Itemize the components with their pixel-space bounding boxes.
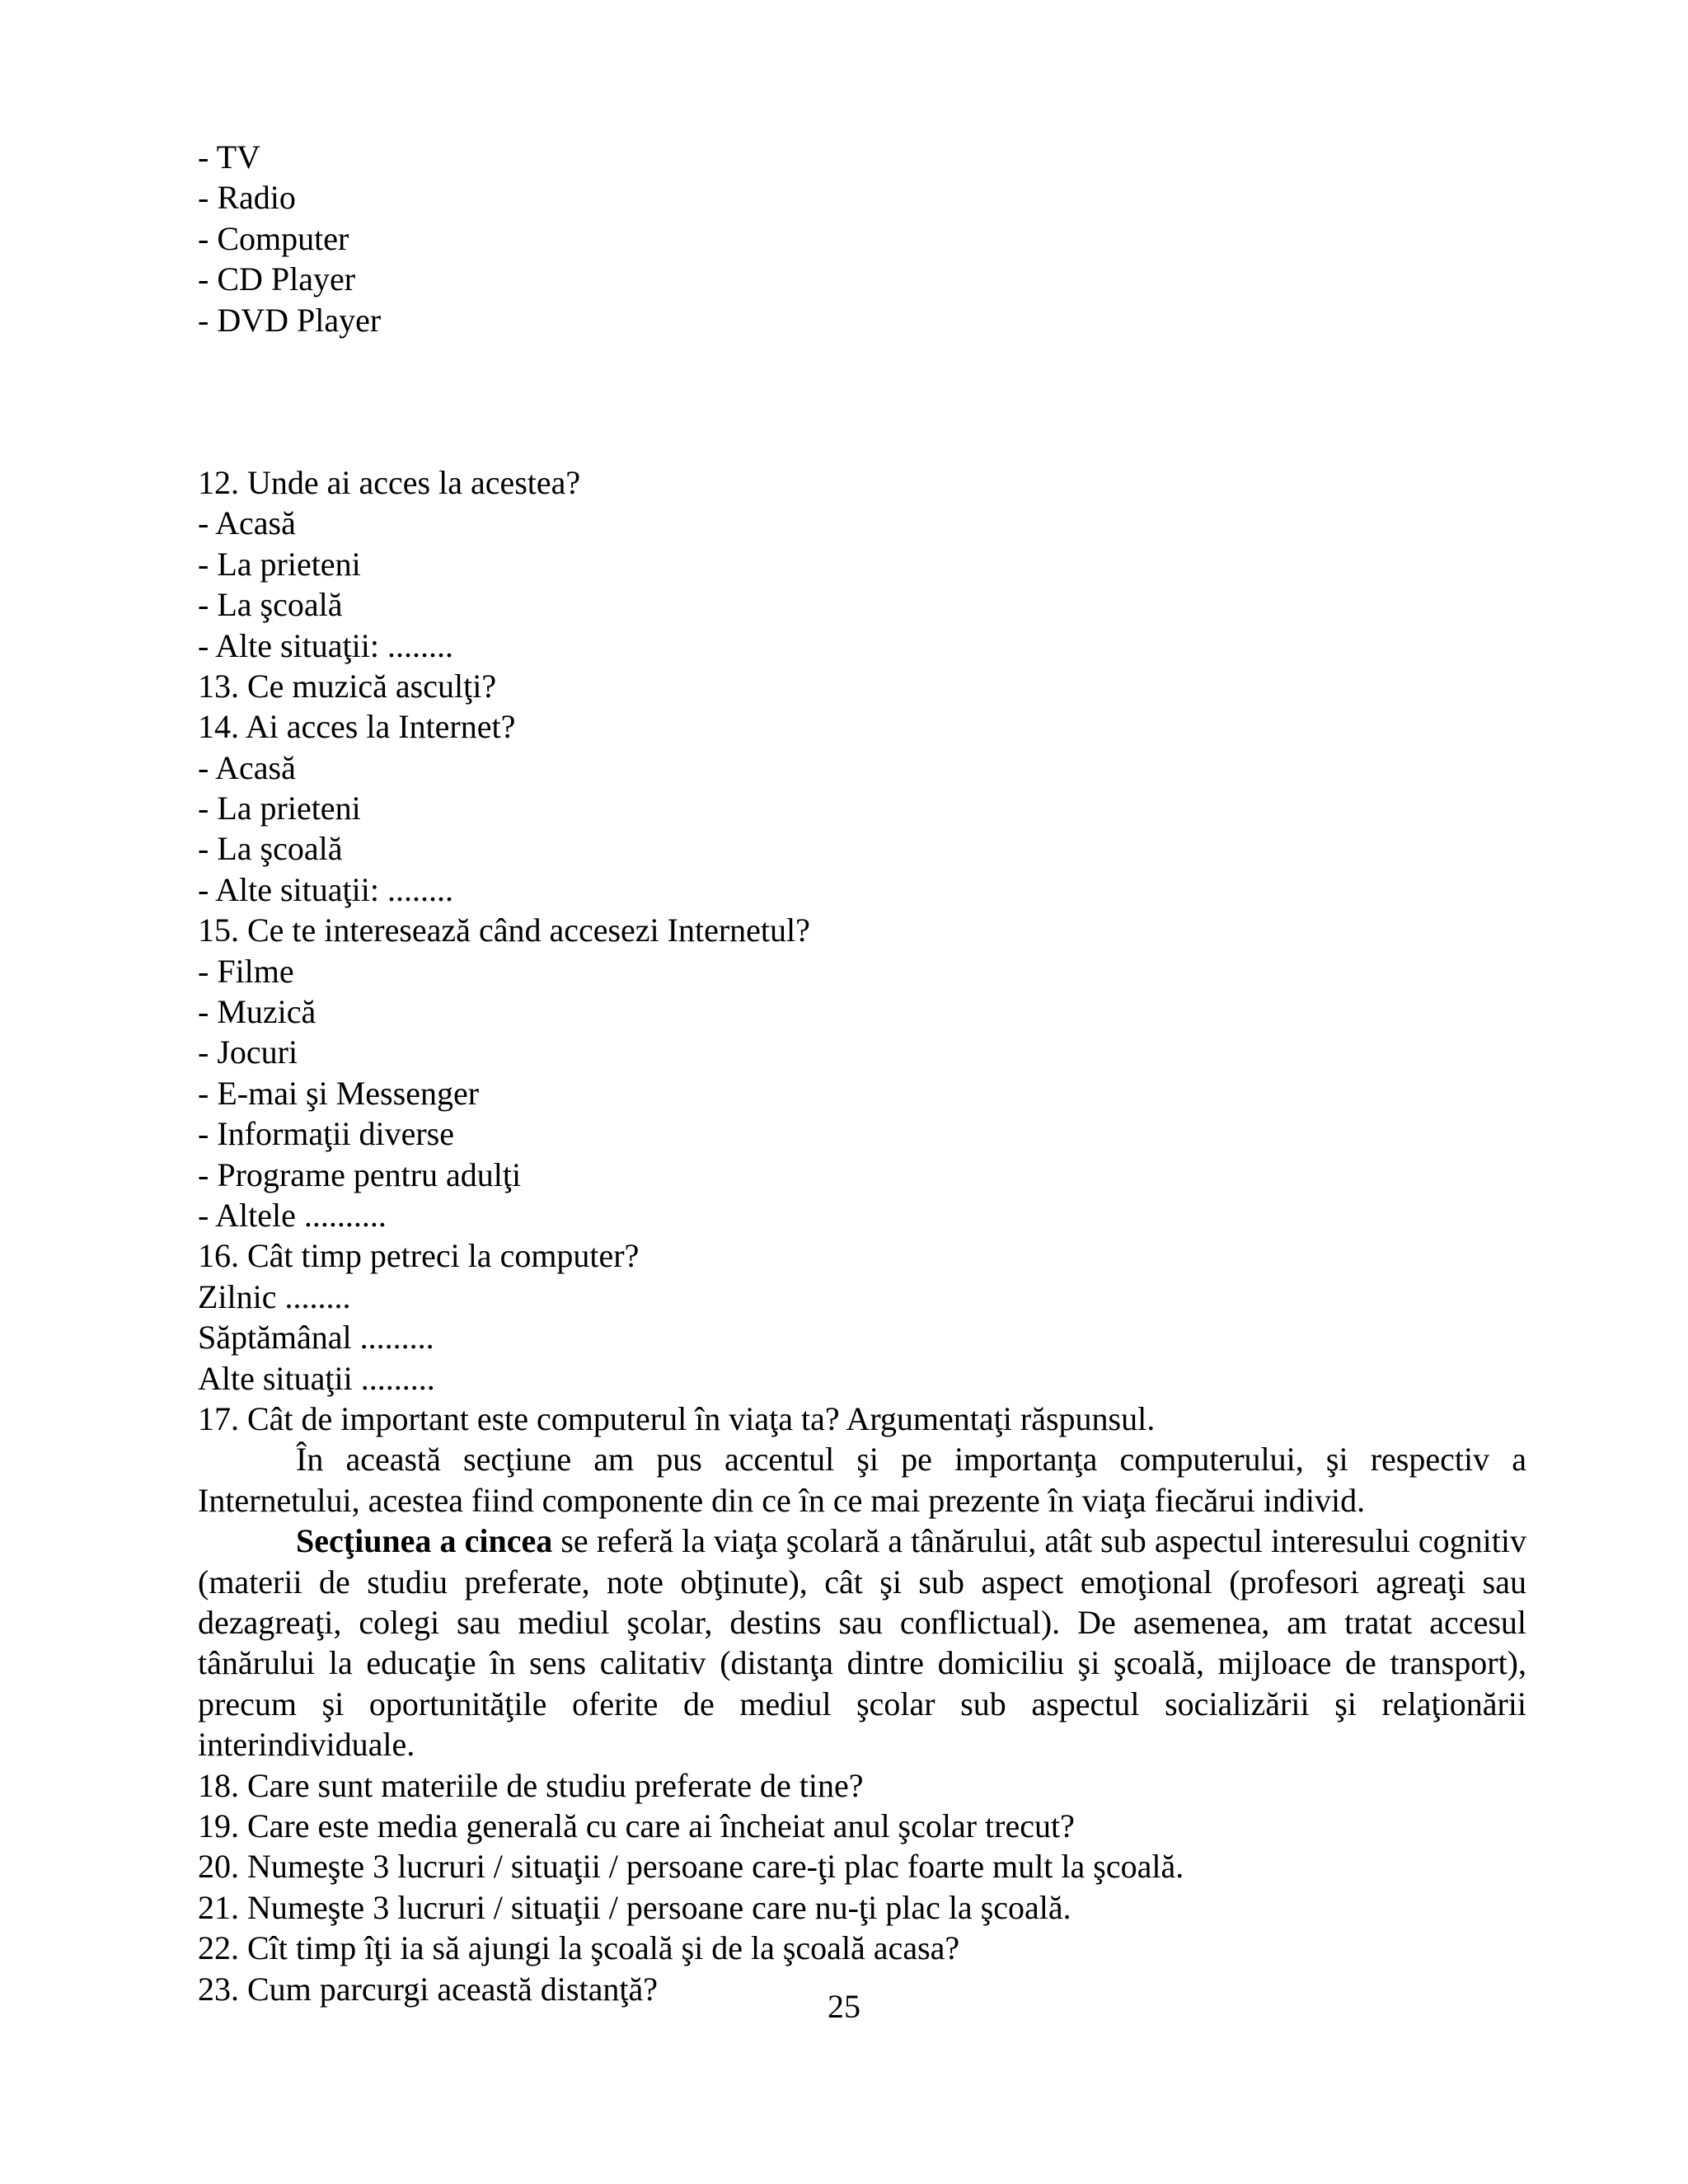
question-text: 13. Ce muzică asculţi? [198, 667, 497, 705]
list-item: - Alte situaţii: ........ [198, 870, 453, 908]
list-item: - Informaţii diverse [198, 1115, 454, 1153]
list-item: - La şcoală [198, 830, 343, 868]
question-text: 19. Care este media generală cu care ai încheiat anul şcolar trecut? [198, 1807, 1075, 1844]
paragraph-section-five [198, 1521, 1526, 1765]
list-item: - Filme [198, 952, 294, 990]
question-text: 22. Cît timp îţi ia să ajungi la şcoală şi de la şcoală acasa? [198, 1929, 960, 1967]
list-item: - Radio [198, 179, 296, 217]
question-text: 12. Unde ai acces la acestea? [198, 463, 581, 501]
question-16 [198, 1235, 1526, 1399]
page-number: 25 [828, 1988, 860, 2025]
list-item: - Alte situaţii: ........ [198, 626, 453, 664]
media-device-list [198, 137, 1526, 340]
list-item: - Acasă [198, 504, 296, 542]
list-item: - Acasă [198, 748, 296, 786]
list-item: - CD Player [198, 260, 356, 298]
list-item: - Muzică [198, 993, 316, 1031]
question-text: 23. Cum parcurgi această distanţă? [198, 1970, 658, 2008]
question-15 [198, 910, 1526, 1235]
list-item: Alte situaţii ......... [198, 1359, 435, 1397]
list-item: - TV [198, 138, 260, 176]
list-item: - La prieteni [198, 790, 361, 827]
paragraph-text: se referă la viaţa şcolară a tânărului, atât sub aspectul interesului cognitiv (materii de studiu preferate, note obţinute), cât şi sub aspect emoţional (profesori agreaţi sau dezagreaţi, colegi sau mediul şcolar, destins sau conflictual). De asemenea, am tratat accesul tânărului la educaţie în sens calitativ (distanţa dintre domiciliu şi şcoală, mijloace de transport), precum şi oportunităţile oferite de mediul şcolar sub aspectul socializării şi relaţionării interindividuale. [198, 1522, 1526, 1764]
question-text: 20. Numeşte 3 lucruri / situaţii / persoane care-ţi plac foarte mult la şcoală. [198, 1848, 1184, 1886]
question-12 [198, 462, 1526, 666]
list-item: - E-mai şi Messenger [198, 1074, 480, 1112]
question-text: 17. Cât de important este computerul în viaţa ta? Argumentaţi răspunsul. [198, 1399, 1156, 1437]
list-item: - Altele .......... [198, 1196, 387, 1234]
list-item: Săptămânal ......... [198, 1319, 434, 1357]
question-text: 21. Numeşte 3 lucruri / situaţii / persoane care nu-ţi plac la şcoală. [198, 1888, 1071, 1926]
question-17 [198, 1399, 1526, 1439]
question-13 [198, 666, 1526, 706]
question-text: 14. Ai acces la Internet? [198, 708, 516, 746]
question-text: 15. Ce te interesează când accesezi Internetul? [198, 912, 810, 949]
list-item: - Computer [198, 219, 349, 257]
list-item: - La prieteni [198, 545, 361, 583]
question-14 [198, 706, 1526, 910]
paragraph-computer-importance: În această secţiune am pus accentul şi pe importanţa computerului, şi respectiv a Internetului, acestea fiind componente din ce în ce mai prezente în viaţa fiecărui individ. [198, 1441, 1526, 1519]
list-item: - Jocuri [198, 1033, 298, 1071]
question-text: 18. Care sunt materiile de studiu preferate de tine? [198, 1766, 864, 1804]
document-page [198, 137, 1526, 2009]
section-heading-bold: Secţiunea a cincea [296, 1522, 553, 1560]
final-questions [198, 1765, 1526, 2009]
question-text: 16. Cât timp petreci la computer? [198, 1237, 640, 1275]
list-item: Zilnic ........ [198, 1277, 351, 1315]
list-item: - DVD Player [198, 301, 382, 339]
list-item: - La şcoală [198, 586, 343, 624]
blank-space [198, 340, 1526, 462]
list-item: - Programe pentru adulţi [198, 1155, 522, 1193]
